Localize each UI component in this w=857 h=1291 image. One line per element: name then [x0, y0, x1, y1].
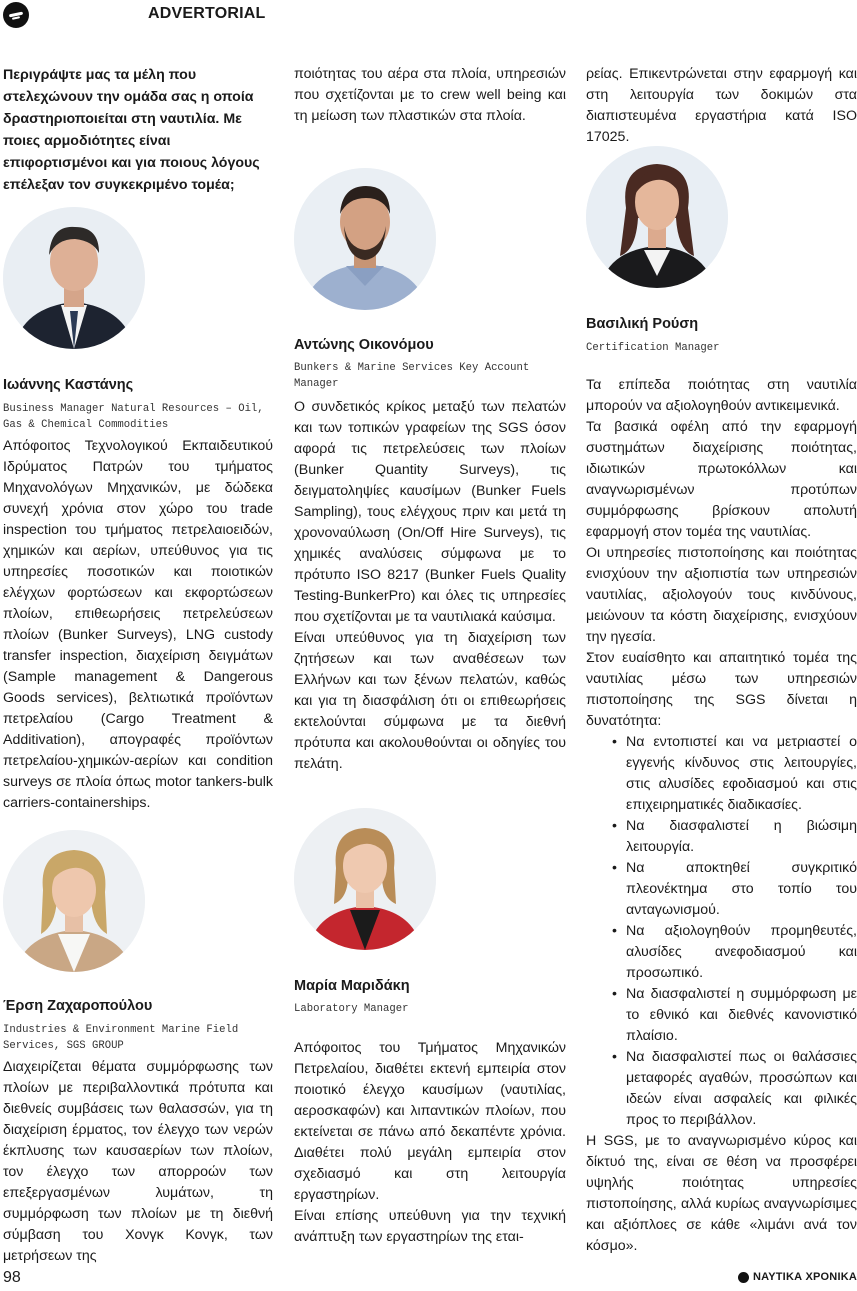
list-item: • Να διασφαλιστεί η βιώσιμη λειτουργία.: [626, 816, 857, 858]
bio-antonis: [294, 397, 566, 775]
person-role-ersi: Industries & Environment Marine Field Services, SGS GROUP: [3, 1024, 239, 1052]
bio-ersi: Διαχειρίζεται θέματα συμμόρφωσης των πλοίων με περιβαλλοντικά πρότυπα και διεθνείς συμβάσεις των θαλασσών, για τη διαχείριση έρματος, τον έλεγχο των νερών έκπλυσης των καυσαερίων των πλοίων, τον έλεγχο των απορροών των επεξεργασμένων λυμάτων, τη συμμόρφωση των πλοίων με τη διεθνή σύμβαση του Χονγκ Κονγκ, των μετρήσεων της: [3, 1059, 273, 1264]
page-number: 98: [3, 1269, 21, 1286]
person-name-antonis: Αντώνης Οικονόμου: [294, 337, 434, 353]
bio-vasiliki: [586, 375, 857, 1257]
person-role-ioannis: Business Manager Natural Resources – Oil, Gas & Chemical Commodities: [3, 403, 264, 431]
continuation-column-3: ρείας. Επικεντρώνεται στην εφαρμογή και στη λειτουργία των δοκιμών στα διαπιστευμένα εργαστήρια κατά ISO 17025.: [586, 66, 857, 145]
portrait-ioannis: [3, 207, 145, 349]
bio-vasiliki-paragraph-5: Η SGS, με το αναγνωρισμένο κύρος και δίκτυό της, είναι σε θέση να προσφέρει υψηλής ποιότητας υπηρεσίες πιστοποίησης, αλλά κυρίως αναγνωρίσιμες και αξιόπλοες σε κάθε «λιμάνι ανά τον κόσμο».: [586, 1133, 857, 1254]
list-item: • Να αξιολογηθούν προμηθευτές, αλυσίδες ανεφοδιασμού και προσωπικό.: [626, 921, 857, 984]
section-label: ADVERTORIAL: [148, 5, 266, 22]
bio-vasiliki-paragraph-3: Οι υπηρεσίες πιστοποίησης και ποιότητας ενισχύουν την αξιοπιστία των υπηρεσιών ναυτιλίας, αξιολογούν τους κινδύνους, μειώνουν τα κόστη διαχείρισης, ενισχύουν την ηγεσία.: [586, 545, 857, 645]
portrait-vasiliki: [586, 146, 728, 288]
page-header: [0, 0, 857, 32]
bio-maria-paragraph-1: Απόφοιτος του Τμήματος Μηχανικών Πετρελαίου, διαθέτει εκτενή εμπειρία στον ποιοτικό έλεγχο καυσίμων (ναυτιλίας, αεροσκαφών) και λιπαντικών πλοίων, που εκτείνεται σε πάνω από δεκαπέντε χρόνια. Διαθέτει πολύ μεγάλη εμπειρία στον σχεδιασμό και στη λειτουργία εργαστηρίων.: [294, 1040, 566, 1203]
person-role-antonis: Bunkers & Marine Services Key Account Manager: [294, 362, 530, 390]
bio-maria-paragraph-2: Είναι επίσης υπεύθυνη για την τεχνική ανάπτυξη των εργαστηρίων της εται-: [294, 1208, 566, 1245]
footer-brand: [738, 1271, 857, 1283]
list-item: • Να εντοπιστεί και να μετριαστεί ο εγγενής κίνδυνος στις λειτουργίες, στις αλυσίδες εφοδιασμού και στις επιχειρηματικές διαδικασίες.: [626, 732, 857, 816]
person-name-maria: Μαρία Μαριδάκη: [294, 978, 410, 994]
person-name-ioannis: Ιωάννης Καστάνης: [3, 377, 134, 393]
brand-name: ΝΑΥΤΙΚΑ ΧΡΟΝΙΚΑ: [752, 1271, 857, 1283]
publication-logo-icon: [3, 2, 29, 28]
column-1: [3, 64, 273, 196]
benefits-list: [626, 732, 857, 1131]
intro-question: Περιγράψτε μας τα μέλη που στελεχώνουν την ομάδα σας η οποία δραστηριοποιείται στη ναυτιλία. Με ποιες αρμοδιότητες είναι επιφορτισμένοι και για ποιους λόγους επέλεξαν τον συγκεκριμένο τομέα;: [3, 67, 260, 193]
bio-ioannis: Απόφοιτος Τεχνολογικού Εκπαιδευτικού Ιδρύματος Πατρών του τμήματος Μηχανολόγων Μηχανικών, με δώδεκα συνεχή χρόνια στον χώρο του trade inspection του τμήματος πετρελαιοειδών, χημικών και αερίων, υπεύθυνος για τις υπηρεσίες ποσοτικών και ποιοτικών ελέγχων φορτώσεων και εκφορτώσεων πλοίων, επιθεωρήσεις πετρελεύσεων πλοίων (Bunker Surveys), LNG custody transfer inspection, διαχείριση δειγμάτων (Sample management & Dangerous Goods services), βελτιωτικά προϊόντων πετρελαίου (Cargo Treatment & Additivation), απογραφές προϊόντων πετρελαίου-χημικών-αερίων και condition surveys σε πλοία όπως motor tankers-bulk carriers-containerships.: [3, 438, 273, 811]
list-item: • Να αποκτηθεί συγκριτικό πλεονέκτημα στο τοπίο του ανταγωνισμού.: [626, 858, 857, 921]
person-role-vasiliki: Certification Manager: [586, 342, 720, 354]
bio-antonis-paragraph-1: Ο συνδετικός κρίκος μεταξύ των πελατών και των τοπικών γραφείων της SGS όσον αφορά τις πετρελεύσεις των πλοίων (Bunker Quantity Surveys), τις δειγματοληψίες καυσίμων (Bunker Fuels Sampling), τους ελέγχους πριν και μετά τη χρονοναύλωση (On/Off Hire Surveys), τις χημικές αναλύσεις σύμφωνα με το πρότυπο ISO 8217 (Bunker Fuels Quality Testing-BunkerPro) και όλες τις υπηρεσίες που σχετίζονται με τα ναυτιλιακά καύσιμα.: [294, 399, 566, 625]
portrait-maria: [294, 808, 436, 950]
bio-vasiliki-paragraph-4: Στον ευαίσθητο και απαιτητικό τομέα της ναυτιλίας μέσω των υπηρεσιών πιστοποίησης της SGS δίνεται η δυνατότητα:: [586, 650, 857, 729]
person-role-maria: Laboratory Manager: [294, 1003, 409, 1015]
list-item: • Να διασφαλιστεί πως οι θαλάσσιες μεταφορές αγαθών, προσώπων και ιδεών είναι ασφαλείς και φιλικές προς το περιβάλλον.: [626, 1047, 857, 1131]
list-item: • Να διασφαλιστεί η συμμόρφωση με το εθνικό και διεθνές κανονιστικό πλαίσιο.: [626, 984, 857, 1047]
bio-vasiliki-paragraph-2: Τα βασικά οφέλη από την εφαρμογή συστημάτων διαχείρισης ποιότητας, ιδιωτικών πρωτοκόλλων και αναγνωρισμένων προτύπων συμμόρφωσης βρίσκουν απολυτή εφαρμογή στον τομέα της ναυτιλίας.: [586, 419, 857, 540]
person-name-ersi: Έρση Ζαχαροπούλου: [3, 998, 153, 1014]
bio-antonis-paragraph-2: Είναι υπεύθυνος για τη διαχείριση των ζητήσεων και των αναθέσεων των Ελλήνων και των ξένων πελατών, καθώς και για τη διασφάλιση ότι οι επιθεωρήσεις εκτελούνται σύμφωνα με τα διεθνή πρότυπα και ακολουθούνται οι οδηγίες του πελάτη.: [294, 630, 566, 772]
continuation-column-2: ποιότητας του αέρα στα πλοία, υπηρεσιών που σχετίζονται με το crew well being και τη μείωση των πλαστικών στα πλοία.: [294, 66, 566, 124]
portrait-antonis: [294, 168, 436, 310]
portrait-ersi: [3, 830, 145, 972]
bio-vasiliki-paragraph-1: Τα επίπεδα ποιότητας στη ναυτιλία μπορούν να αξιολογηθούν αντικειμενικά.: [586, 377, 857, 414]
brand-logo-icon: [738, 1272, 749, 1283]
person-name-vasiliki: Βασιλική Ρούση: [586, 316, 699, 332]
bio-maria: [294, 1038, 566, 1248]
